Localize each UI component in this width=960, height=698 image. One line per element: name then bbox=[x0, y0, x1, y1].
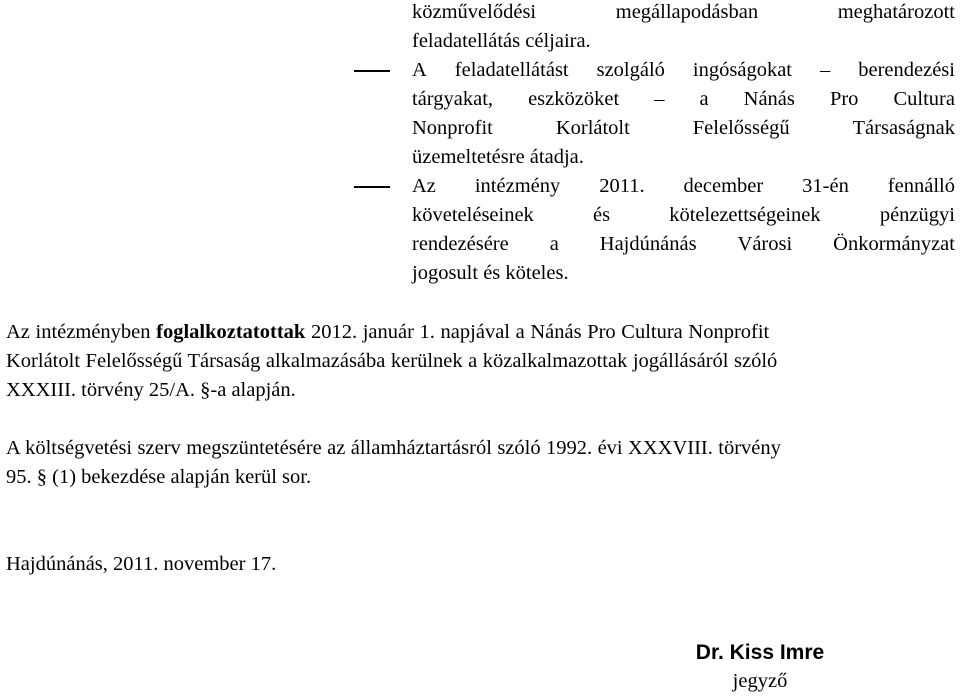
text-run: Korlátolt Felelősségű Társaság alkalmazásába kerülnek a közalkalmazottak jogállásáról szóló bbox=[6, 350, 778, 372]
word: berendezési bbox=[858, 59, 955, 81]
text-line bbox=[6, 347, 956, 376]
employment-paragraph bbox=[6, 318, 956, 405]
text-line bbox=[412, 27, 955, 56]
text-line bbox=[6, 318, 956, 347]
word: követeléseinek bbox=[412, 204, 534, 226]
word: – bbox=[819, 59, 831, 81]
text-line bbox=[412, 56, 955, 85]
word: – bbox=[654, 88, 665, 110]
place-date bbox=[6, 550, 956, 579]
word: 31-én bbox=[802, 175, 849, 197]
text-line bbox=[412, 172, 955, 201]
word: A bbox=[412, 59, 427, 81]
dash-bullet-marker bbox=[354, 70, 390, 72]
word: Nonprofit bbox=[412, 117, 493, 139]
word: 2011. bbox=[599, 175, 645, 197]
word: jogosult és köteles. bbox=[412, 262, 569, 284]
word: feladatellátás céljaira. bbox=[412, 30, 591, 52]
word: a bbox=[549, 233, 559, 255]
word: kötelezettségeinek bbox=[669, 204, 821, 226]
text-line bbox=[412, 259, 955, 288]
text-run: 2012. január 1. napjával a Nánás Pro Cultura Nonprofit bbox=[305, 321, 770, 343]
text-line bbox=[412, 201, 955, 230]
text-line bbox=[6, 463, 956, 492]
word: fennálló bbox=[887, 175, 955, 197]
text-run: 95. § (1) bekezdése alapján kerül sor. bbox=[6, 466, 312, 488]
word: december bbox=[683, 175, 764, 197]
word: intézmény bbox=[474, 175, 561, 197]
text-line bbox=[412, 230, 955, 259]
word: Korlátolt bbox=[555, 117, 630, 139]
text-run: XXXIII. törvény 25/A. §-a alapján. bbox=[6, 379, 296, 401]
text-line bbox=[412, 0, 955, 27]
text-line bbox=[6, 434, 956, 463]
text-line bbox=[412, 85, 955, 114]
word: ingóságokat bbox=[692, 59, 792, 81]
word: meghatározott bbox=[837, 1, 955, 23]
word: szolgáló bbox=[596, 59, 665, 81]
text-line bbox=[412, 114, 955, 143]
word: a bbox=[699, 88, 709, 110]
list-item bbox=[412, 172, 955, 288]
word: Cultura bbox=[893, 88, 955, 110]
word: közművelődési bbox=[412, 1, 537, 23]
signature-block bbox=[660, 638, 860, 696]
word: Társaságnak bbox=[852, 117, 955, 139]
place-date-text: Hajdúnánás, 2011. november 17. bbox=[6, 553, 277, 575]
word: Nánás bbox=[743, 88, 795, 110]
word: Városi bbox=[737, 233, 793, 255]
word: Az bbox=[412, 175, 436, 197]
word: Önkormányzat bbox=[833, 233, 955, 255]
word: Felelősségű bbox=[692, 117, 790, 139]
text-run: A költségvetési szerv megszüntetésére az államháztartásról szóló 1992. évi XXXVIII. törvény bbox=[6, 437, 781, 459]
signatory-name: Dr. Kiss Imre bbox=[695, 641, 825, 664]
dash-bullet-marker bbox=[354, 186, 390, 188]
word: és bbox=[592, 204, 611, 226]
termination-paragraph bbox=[6, 434, 956, 492]
text-run: Az intézményben bbox=[6, 321, 157, 343]
word: Hajdúnánás bbox=[599, 233, 697, 255]
word: rendezésére bbox=[412, 233, 509, 255]
word: Pro bbox=[829, 88, 859, 110]
signatory-title: jegyző bbox=[732, 670, 788, 692]
text-line bbox=[6, 376, 956, 405]
word: megállapodásban bbox=[615, 1, 759, 23]
word: üzemeltetésre átadja. bbox=[412, 146, 584, 168]
list-item bbox=[412, 56, 955, 172]
word: tárgyakat, bbox=[412, 88, 494, 110]
bold-text-run: foglalkoztatottak bbox=[156, 321, 306, 343]
list-item-continuation bbox=[412, 0, 955, 56]
word: feladatellátást bbox=[454, 59, 569, 81]
word: pénzügyi bbox=[879, 204, 955, 226]
text-line bbox=[412, 143, 955, 172]
word: eszközöket bbox=[528, 88, 620, 110]
